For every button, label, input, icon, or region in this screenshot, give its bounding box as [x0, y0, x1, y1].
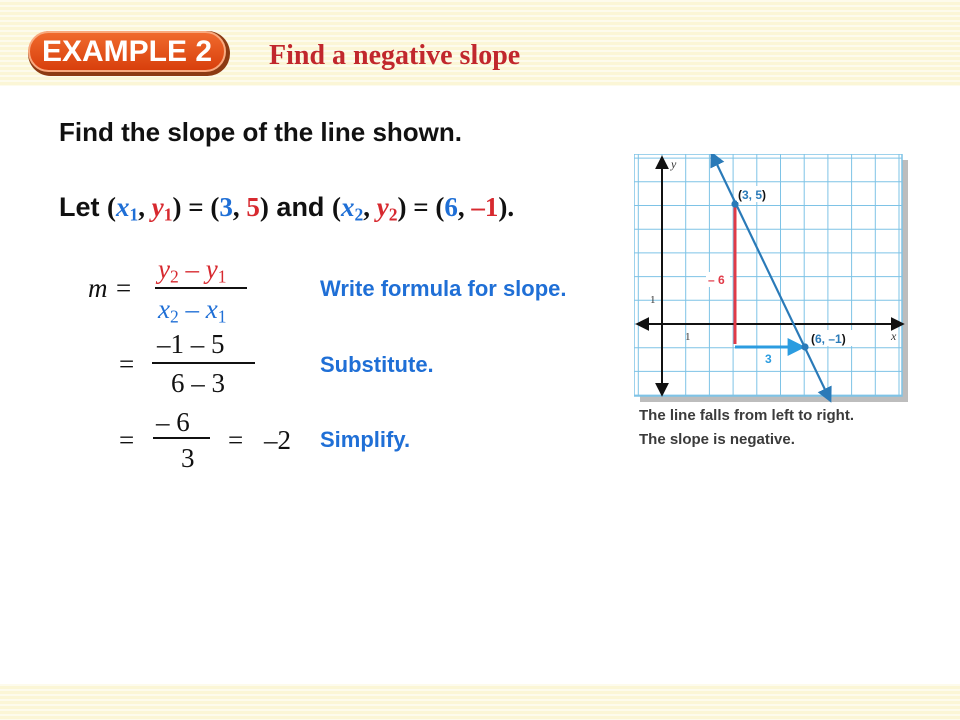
y2-subscript: 2 [388, 204, 398, 225]
point1-y: 5 [246, 192, 260, 222]
m-label: m = [88, 273, 133, 303]
p2-open-paren: ( [811, 332, 815, 346]
y-axis-label: y [671, 157, 677, 171]
simplify-denominator: 3 [181, 443, 195, 473]
and-word: and [276, 192, 325, 222]
x2-subscript: 2 [354, 204, 364, 225]
caption-line-2: The slope is negative. [639, 431, 795, 448]
den-x1: x [205, 294, 218, 324]
step-simplify-note: Simplify. [320, 427, 411, 452]
equals-2: = [119, 349, 135, 379]
x2-symbol: x [340, 192, 355, 222]
svg-text:(3, 5) [738, 188, 766, 202]
point2-label [810, 330, 862, 346]
rise-label [706, 272, 730, 287]
x-axis-label: x [891, 329, 897, 343]
equals-4: = [228, 425, 244, 455]
let-word: Let [59, 192, 100, 222]
page-title: Find a negative slope [269, 40, 521, 71]
slope-graph [634, 154, 912, 404]
slope-result: –2 [264, 425, 291, 455]
num-y1: y [205, 254, 218, 284]
y1-symbol: y [151, 192, 164, 222]
point-6-neg1 [801, 343, 808, 350]
point1-label [737, 186, 775, 202]
svg-text:(6, –1) [811, 332, 846, 346]
x1-subscript: 1 [129, 204, 139, 225]
example-badge [28, 31, 230, 76]
p2-close-paren: ) [841, 332, 846, 346]
rise-label-text: – 6 [708, 273, 725, 287]
point2-y: –1 [471, 192, 499, 222]
den-x2-sub: 2 [169, 306, 179, 327]
den-x1-sub: 1 [217, 306, 227, 327]
equals-3: = [119, 425, 135, 455]
num-y2-sub: 2 [169, 266, 179, 287]
given-points-line: Let ($x_1$, $y_1) = (3$, 5) and ($x_2$, $y_2) = (6$, –1). [59, 192, 515, 225]
simplify-numerator: – 6 [156, 407, 190, 437]
run-label [764, 351, 776, 366]
y2-symbol: y [376, 192, 389, 222]
formula-numerator [158, 254, 227, 287]
formula-fraction-bar [155, 287, 247, 289]
p1-close-paren: ) [762, 188, 767, 202]
den-x2: x [158, 294, 170, 324]
num-minus: – [178, 254, 206, 284]
run-label-text: 3 [765, 352, 772, 366]
x-tick-label: 1 [685, 331, 691, 343]
substitute-numerator: –1 – 5 [157, 329, 225, 359]
x1-symbol: x [116, 192, 130, 222]
num-y1-sub: 1 [217, 266, 227, 287]
p2-coords: 6, –1 [815, 332, 842, 346]
substitute-denominator: 6 – 3 [171, 368, 225, 398]
graph-svg [634, 154, 912, 404]
y1-subscript: 1 [163, 204, 173, 225]
footer-band [0, 684, 960, 720]
point2-x: 6 [444, 192, 458, 222]
caption-line-1: The line falls from left to right. [639, 407, 855, 424]
problem-prompt: Find the slope of the line shown. [59, 117, 462, 147]
simplify-fraction-bar [153, 437, 210, 439]
formula-denominator [158, 294, 227, 327]
p1-open-paren: ( [738, 188, 742, 202]
y-tick-label: 1 [650, 294, 656, 306]
den-minus: – [178, 294, 206, 324]
substitute-fraction-bar [152, 362, 255, 364]
step-substitute-note: Substitute. [320, 352, 434, 377]
example-badge-label: EXAMPLE 2 [28, 31, 226, 72]
p1-coords: 3, 5 [742, 188, 763, 202]
step-formula-note: Write formula for slope. [320, 276, 567, 301]
point1-x: 3 [219, 192, 233, 222]
num-y2: y [158, 254, 170, 284]
